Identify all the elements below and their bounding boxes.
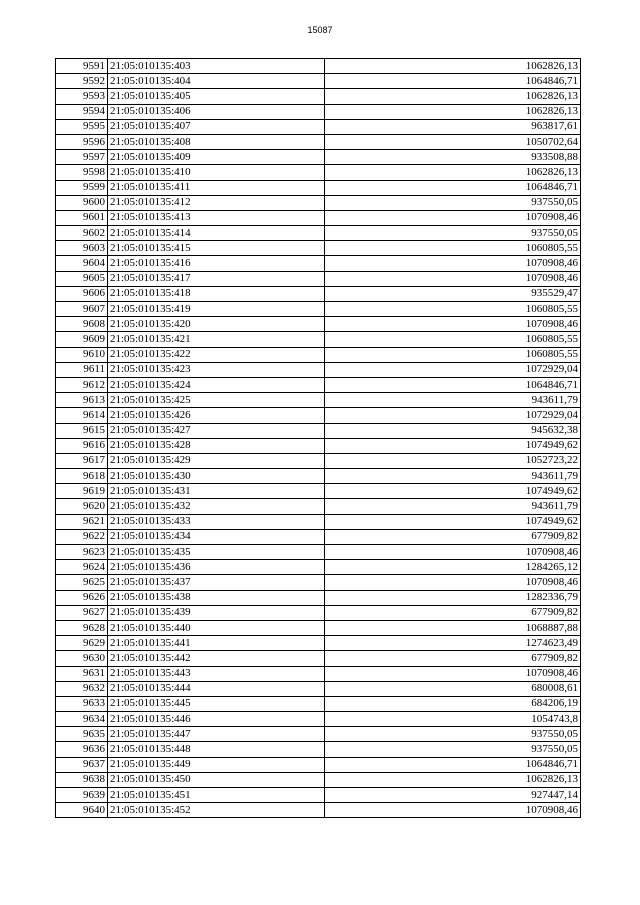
row-number-cell: 9622 (56, 529, 108, 544)
table-row (56, 772, 581, 787)
row-number-cell: 9599 (56, 180, 108, 195)
cadastral-number-cell: 21:05:010135:444 (108, 681, 325, 696)
cadastral-value-cell: 1062826,13 (325, 104, 581, 119)
cadastral-value-cell: 1282336,79 (325, 590, 581, 605)
table-row (56, 696, 581, 711)
table-row (56, 666, 581, 681)
cadastral-value-cell: 1060805,55 (325, 302, 581, 317)
row-number-cell: 9636 (56, 742, 108, 757)
cadastral-value-cell: 677909,82 (325, 605, 581, 620)
cadastral-value-table (55, 58, 581, 818)
cadastral-number-cell: 21:05:010135:410 (108, 165, 325, 180)
cadastral-number-cell: 21:05:010135:426 (108, 408, 325, 423)
table-row (56, 620, 581, 635)
table-row (56, 241, 581, 256)
row-number-cell: 9603 (56, 241, 108, 256)
row-number-cell: 9596 (56, 134, 108, 149)
table-row (56, 575, 581, 590)
row-number-cell: 9624 (56, 560, 108, 575)
row-number-cell: 9606 (56, 286, 108, 301)
row-number-cell: 9612 (56, 377, 108, 392)
table-row (56, 347, 581, 362)
cadastral-value-cell: 1060805,55 (325, 241, 581, 256)
cadastral-value-cell: 1062826,13 (325, 772, 581, 787)
row-number-cell: 9635 (56, 727, 108, 742)
table-row (56, 438, 581, 453)
table-row (56, 104, 581, 119)
cadastral-number-cell: 21:05:010135:442 (108, 651, 325, 666)
cadastral-value-cell: 1068887,88 (325, 620, 581, 635)
cadastral-number-cell: 21:05:010135:452 (108, 803, 325, 818)
row-number-cell: 9598 (56, 165, 108, 180)
cadastral-value-cell: 1070908,46 (325, 256, 581, 271)
table-row (56, 393, 581, 408)
cadastral-value-cell: 1060805,55 (325, 347, 581, 362)
cadastral-number-cell: 21:05:010135:440 (108, 620, 325, 635)
cadastral-number-cell: 21:05:010135:445 (108, 696, 325, 711)
row-number-cell: 9604 (56, 256, 108, 271)
row-number-cell: 9627 (56, 605, 108, 620)
row-number-cell: 9633 (56, 696, 108, 711)
table-row (56, 514, 581, 529)
table-row (56, 317, 581, 332)
cadastral-number-cell: 21:05:010135:424 (108, 377, 325, 392)
table-row (56, 605, 581, 620)
table-row (56, 89, 581, 104)
cadastral-value-cell: 943611,79 (325, 469, 581, 484)
table-row (56, 742, 581, 757)
cadastral-number-cell: 21:05:010135:430 (108, 469, 325, 484)
row-number-cell: 9605 (56, 271, 108, 286)
table-row (56, 302, 581, 317)
row-number-cell: 9619 (56, 484, 108, 499)
table-row (56, 74, 581, 89)
table-row (56, 803, 581, 818)
row-number-cell: 9625 (56, 575, 108, 590)
cadastral-number-cell: 21:05:010135:451 (108, 788, 325, 803)
cadastral-value-cell: 1074949,62 (325, 438, 581, 453)
row-number-cell: 9618 (56, 469, 108, 484)
row-number-cell: 9597 (56, 150, 108, 165)
row-number-cell: 9591 (56, 59, 108, 74)
cadastral-value-cell: 943611,79 (325, 499, 581, 514)
cadastral-number-cell: 21:05:010135:416 (108, 256, 325, 271)
table-row (56, 469, 581, 484)
table-row (56, 377, 581, 392)
cadastral-value-cell: 680008,61 (325, 681, 581, 696)
cadastral-number-cell: 21:05:010135:441 (108, 636, 325, 651)
table-row (56, 529, 581, 544)
table-row (56, 165, 581, 180)
row-number-cell: 9621 (56, 514, 108, 529)
table-row (56, 788, 581, 803)
table-row (56, 256, 581, 271)
row-number-cell: 9602 (56, 226, 108, 241)
cadastral-number-cell: 21:05:010135:433 (108, 514, 325, 529)
cadastral-number-cell: 21:05:010135:435 (108, 545, 325, 560)
table-row (56, 651, 581, 666)
cadastral-value-cell: 1070908,46 (325, 210, 581, 225)
row-number-cell: 9628 (56, 620, 108, 635)
cadastral-number-cell: 21:05:010135:447 (108, 727, 325, 742)
table-row (56, 757, 581, 772)
cadastral-value-cell: 933508,88 (325, 150, 581, 165)
cadastral-value-cell: 1072929,04 (325, 408, 581, 423)
cadastral-number-cell: 21:05:010135:432 (108, 499, 325, 514)
row-number-cell: 9631 (56, 666, 108, 681)
table-row (56, 180, 581, 195)
row-number-cell: 9594 (56, 104, 108, 119)
cadastral-value-cell: 677909,82 (325, 529, 581, 544)
cadastral-number-cell: 21:05:010135:405 (108, 89, 325, 104)
cadastral-number-cell: 21:05:010135:413 (108, 210, 325, 225)
cadastral-number-cell: 21:05:010135:450 (108, 772, 325, 787)
table-row (56, 59, 581, 74)
cadastral-number-cell: 21:05:010135:407 (108, 119, 325, 134)
table-row (56, 453, 581, 468)
table-row (56, 590, 581, 605)
cadastral-number-cell: 21:05:010135:414 (108, 226, 325, 241)
table-row (56, 636, 581, 651)
cadastral-value-cell: 1060805,55 (325, 332, 581, 347)
cadastral-number-cell: 21:05:010135:422 (108, 347, 325, 362)
table-row (56, 560, 581, 575)
cadastral-number-cell: 21:05:010135:449 (108, 757, 325, 772)
table-row (56, 286, 581, 301)
cadastral-value-cell: 1074949,62 (325, 514, 581, 529)
cadastral-value-cell: 1064846,71 (325, 377, 581, 392)
row-number-cell: 9629 (56, 636, 108, 651)
cadastral-value-cell: 1070908,46 (325, 575, 581, 590)
cadastral-value-cell: 1052723,22 (325, 453, 581, 468)
cadastral-value-cell: 1274623,49 (325, 636, 581, 651)
table-row (56, 332, 581, 347)
cadastral-value-cell: 1070908,46 (325, 666, 581, 681)
table-row (56, 271, 581, 286)
cadastral-value-cell: 937550,05 (325, 742, 581, 757)
table-row (56, 226, 581, 241)
cadastral-number-cell: 21:05:010135:428 (108, 438, 325, 453)
row-number-cell: 9607 (56, 302, 108, 317)
cadastral-value-cell: 677909,82 (325, 651, 581, 666)
table-row (56, 484, 581, 499)
cadastral-number-cell: 21:05:010135:436 (108, 560, 325, 575)
cadastral-number-cell: 21:05:010135:403 (108, 59, 325, 74)
cadastral-number-cell: 21:05:010135:423 (108, 362, 325, 377)
cadastral-number-cell: 21:05:010135:431 (108, 484, 325, 499)
cadastral-number-cell: 21:05:010135:448 (108, 742, 325, 757)
table-row (56, 423, 581, 438)
cadastral-number-cell: 21:05:010135:409 (108, 150, 325, 165)
cadastral-value-cell: 1062826,13 (325, 59, 581, 74)
row-number-cell: 9617 (56, 453, 108, 468)
row-number-cell: 9626 (56, 590, 108, 605)
table-row (56, 499, 581, 514)
cadastral-number-cell: 21:05:010135:415 (108, 241, 325, 256)
cadastral-number-cell: 21:05:010135:411 (108, 180, 325, 195)
row-number-cell: 9614 (56, 408, 108, 423)
row-number-cell: 9610 (56, 347, 108, 362)
table-row (56, 150, 581, 165)
cadastral-number-cell: 21:05:010135:434 (108, 529, 325, 544)
table-row (56, 119, 581, 134)
row-number-cell: 9637 (56, 757, 108, 772)
row-number-cell: 9638 (56, 772, 108, 787)
cadastral-value-cell: 937550,05 (325, 195, 581, 210)
cadastral-value-cell: 1064846,71 (325, 180, 581, 195)
cadastral-value-cell: 945632,38 (325, 423, 581, 438)
page-number: 15087 (307, 25, 333, 35)
table-row (56, 545, 581, 560)
row-number-cell: 9595 (56, 119, 108, 134)
cadastral-number-cell: 21:05:010135:439 (108, 605, 325, 620)
row-number-cell: 9601 (56, 210, 108, 225)
cadastral-value-cell: 1062826,13 (325, 89, 581, 104)
cadastral-value-cell: 1050702,64 (325, 134, 581, 149)
cadastral-number-cell: 21:05:010135:438 (108, 590, 325, 605)
cadastral-value-cell: 1070908,46 (325, 545, 581, 560)
cadastral-value-cell: 1062826,13 (325, 165, 581, 180)
row-number-cell: 9615 (56, 423, 108, 438)
cadastral-value-cell: 1064846,71 (325, 757, 581, 772)
table-row (56, 195, 581, 210)
cadastral-value-cell: 1074949,62 (325, 484, 581, 499)
cadastral-value-cell: 937550,05 (325, 226, 581, 241)
cadastral-value-cell: 927447,14 (325, 788, 581, 803)
row-number-cell: 9600 (56, 195, 108, 210)
row-number-cell: 9609 (56, 332, 108, 347)
cadastral-value-cell: 935529,47 (325, 286, 581, 301)
cadastral-number-cell: 21:05:010135:406 (108, 104, 325, 119)
cadastral-number-cell: 21:05:010135:419 (108, 302, 325, 317)
cadastral-number-cell: 21:05:010135:421 (108, 332, 325, 347)
table-row (56, 712, 581, 727)
row-number-cell: 9592 (56, 74, 108, 89)
row-number-cell: 9630 (56, 651, 108, 666)
cadastral-value-cell: 1072929,04 (325, 362, 581, 377)
row-number-cell: 9623 (56, 545, 108, 560)
cadastral-number-cell: 21:05:010135:408 (108, 134, 325, 149)
cadastral-value-cell: 1070908,46 (325, 317, 581, 332)
cadastral-number-cell: 21:05:010135:412 (108, 195, 325, 210)
row-number-cell: 9593 (56, 89, 108, 104)
cadastral-value-cell: 684206,19 (325, 696, 581, 711)
cadastral-number-cell: 21:05:010135:429 (108, 453, 325, 468)
row-number-cell: 9608 (56, 317, 108, 332)
cadastral-value-cell: 937550,05 (325, 727, 581, 742)
table-row (56, 727, 581, 742)
cadastral-number-cell: 21:05:010135:425 (108, 393, 325, 408)
cadastral-value-cell: 943611,79 (325, 393, 581, 408)
cadastral-number-cell: 21:05:010135:404 (108, 74, 325, 89)
cadastral-number-cell: 21:05:010135:417 (108, 271, 325, 286)
table-row (56, 210, 581, 225)
cadastral-value-cell: 1054743,8 (325, 712, 581, 727)
table-row (56, 681, 581, 696)
row-number-cell: 9632 (56, 681, 108, 696)
table-row (56, 362, 581, 377)
row-number-cell: 9639 (56, 788, 108, 803)
row-number-cell: 9611 (56, 362, 108, 377)
row-number-cell: 9613 (56, 393, 108, 408)
cadastral-number-cell: 21:05:010135:420 (108, 317, 325, 332)
row-number-cell: 9616 (56, 438, 108, 453)
cadastral-value-cell: 1064846,71 (325, 74, 581, 89)
cadastral-number-cell: 21:05:010135:427 (108, 423, 325, 438)
cadastral-value-cell: 1070908,46 (325, 803, 581, 818)
cadastral-number-cell: 21:05:010135:418 (108, 286, 325, 301)
cadastral-value-cell: 963817,61 (325, 119, 581, 134)
cadastral-number-cell: 21:05:010135:446 (108, 712, 325, 727)
cadastral-value-cell: 1070908,46 (325, 271, 581, 286)
cadastral-number-cell: 21:05:010135:437 (108, 575, 325, 590)
table-row (56, 408, 581, 423)
row-number-cell: 9620 (56, 499, 108, 514)
table-body (56, 59, 581, 818)
row-number-cell: 9640 (56, 803, 108, 818)
row-number-cell: 9634 (56, 712, 108, 727)
table-row (56, 134, 581, 149)
cadastral-number-cell: 21:05:010135:443 (108, 666, 325, 681)
cadastral-value-cell: 1284265,12 (325, 560, 581, 575)
